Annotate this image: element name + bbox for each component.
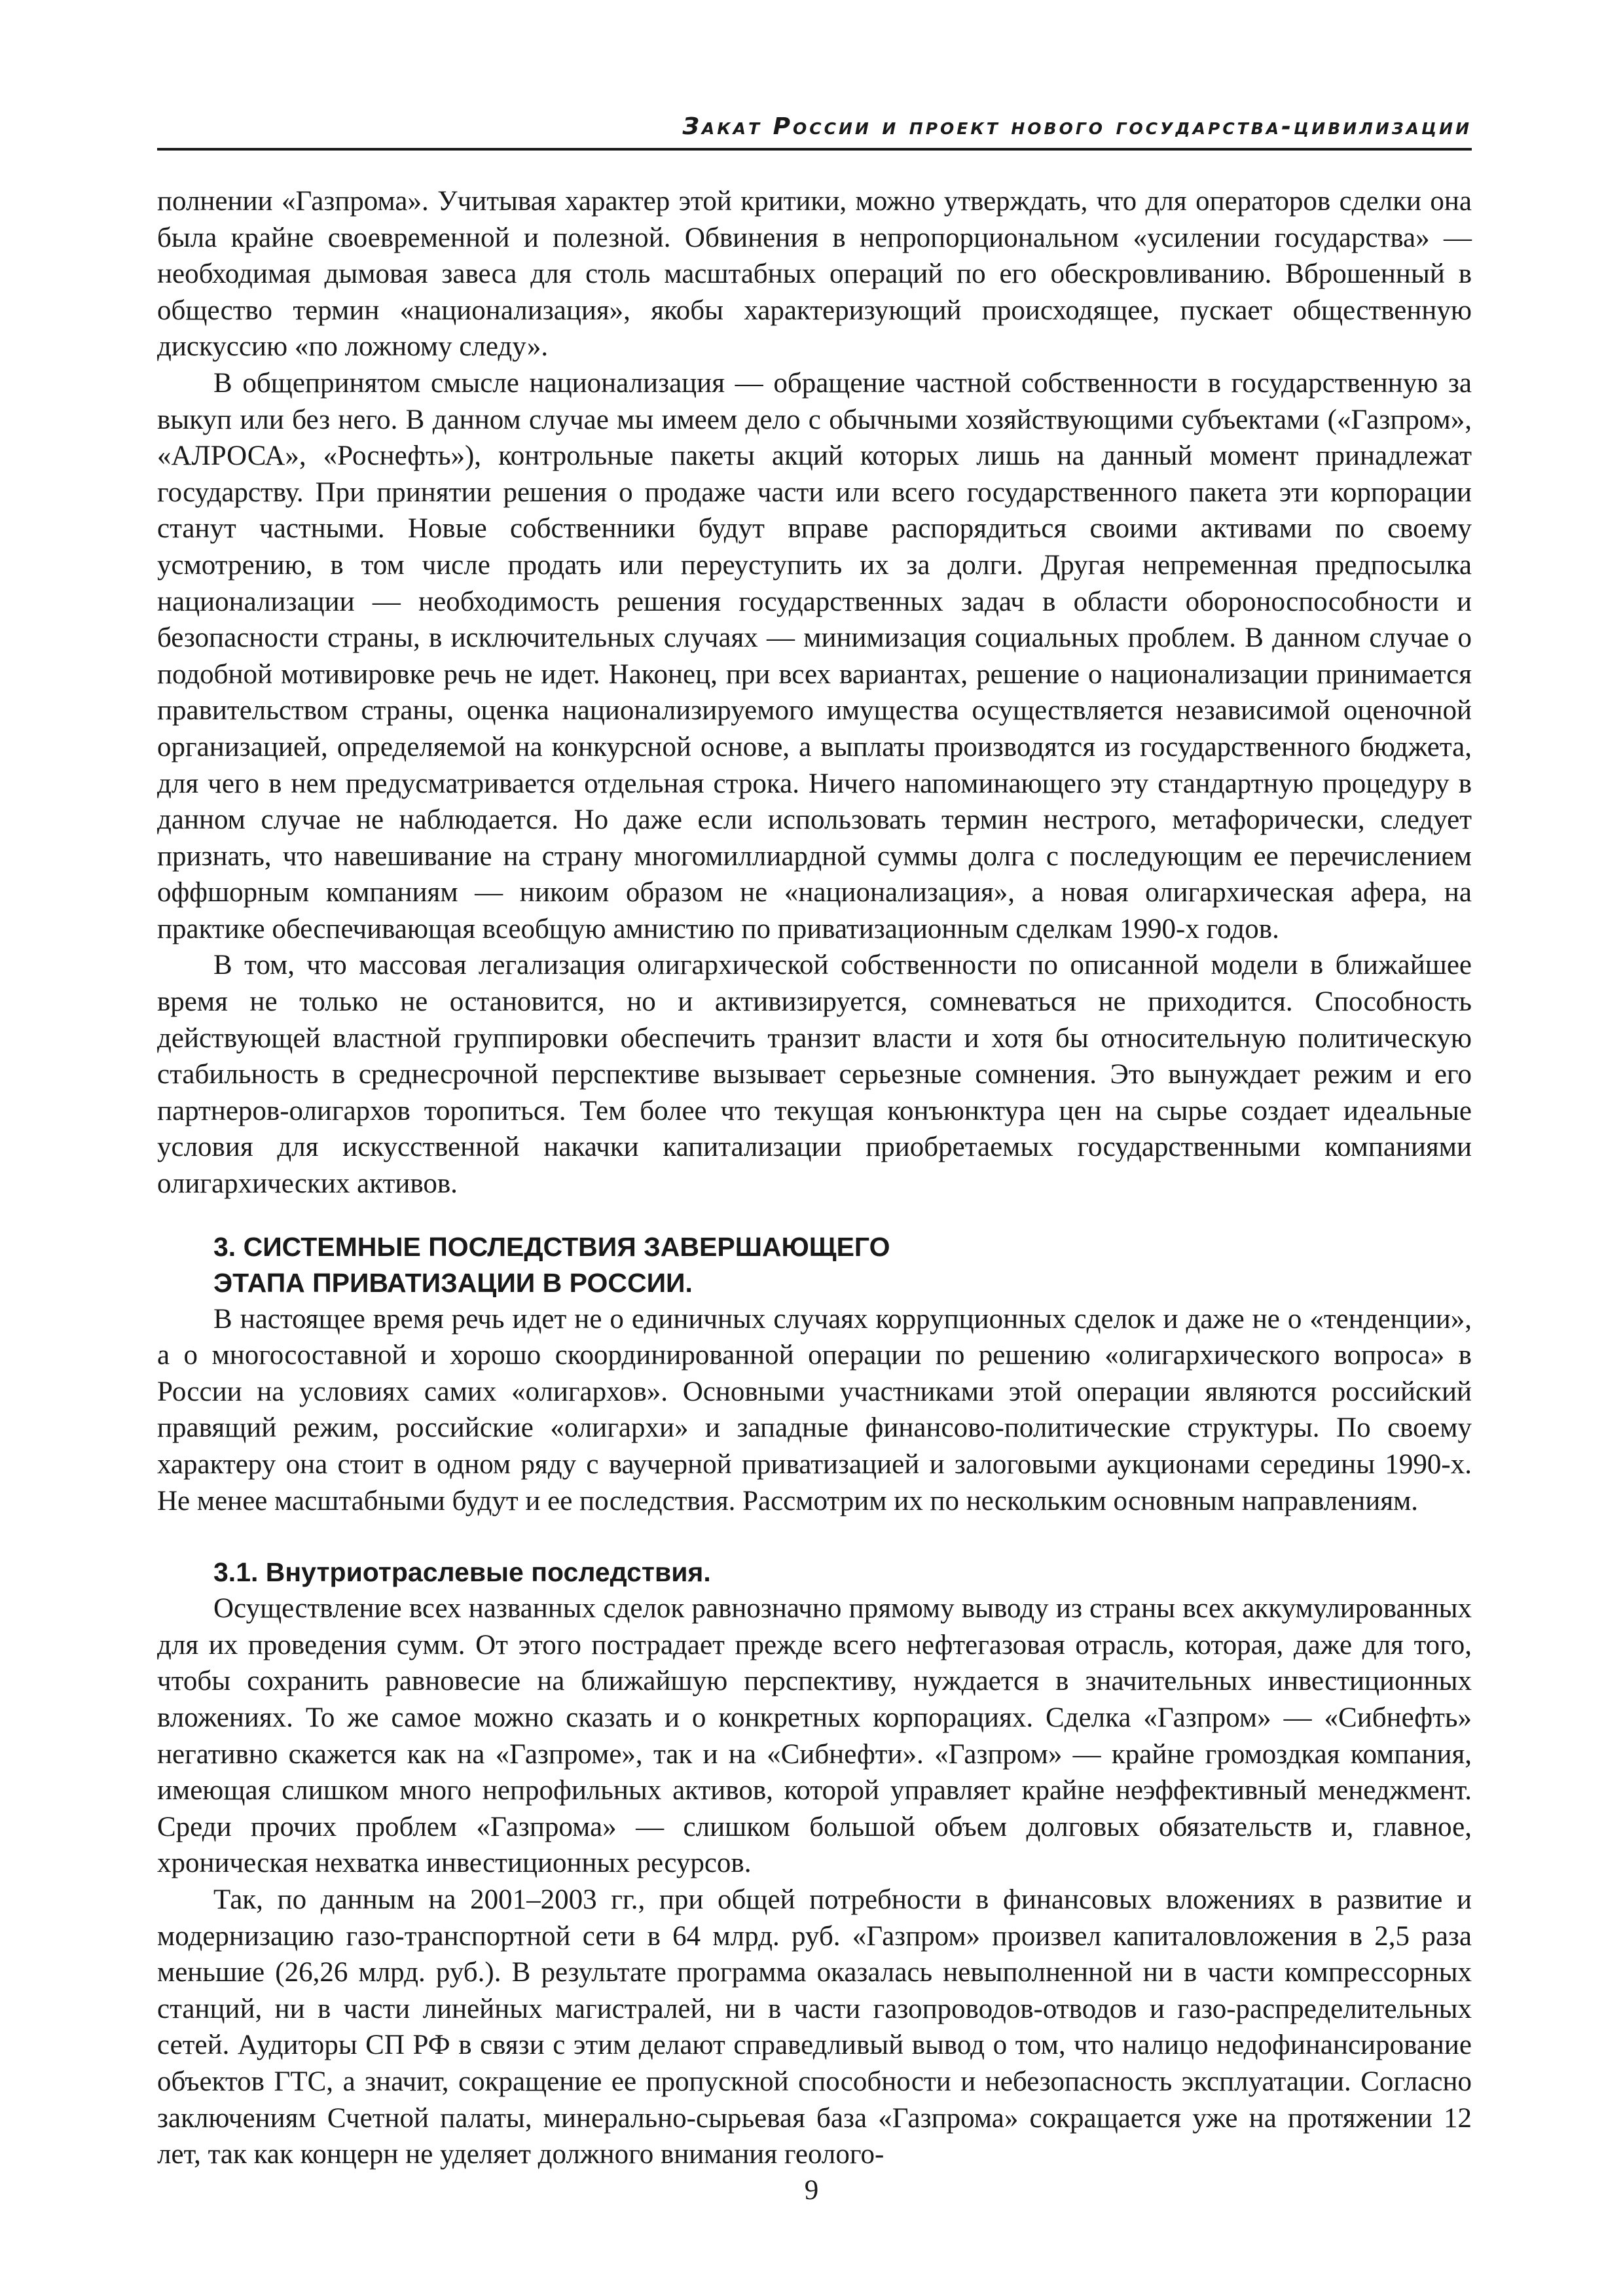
paragraph: Так, по данным на 2001–2003 гг., при общей потребности в финансовых вложениях в развитие и модернизацию газо-транспортной сети в 64 млрд. руб. «Газпром» произвел капиталовложения в 2,5 раза меньшие (26,26 млрд. руб.). В результате программа оказалась невыполненной ни в части компрессорных станций, ни в части линейных магистралей, ни в части газопроводов-отводов и газо-распределительных сетей. Аудиторы СП РФ в связи с этим делают справедливый вывод о том, что налицо недофинансирование объектов ГТС, а значит, сокращение ее пропускной способности и небезопасность эксплуатации. Согласно заключениям Счетной палаты, минерально-сырьевая база «Газпрома» сокращается уже на протяжении 12 лет, так как концерн не уделяет должного внимания геолого- [157,1884,1472,2170]
running-header: Закат России и проект нового государства-цивилизации [682,113,1472,140]
paragraph: В общепринятом смысле национализация — обращение частной собственности в государственную за выкуп или без него. В данном случае мы имеем дело с обычными хозяйствующими субъектами («Газпром», «АЛРОСА», «Роснефть»), контрольные пакеты акций которых лишь на данный момент принадлежат государству. При принятии решения о продаже части или всего государственного пакета эти корпорации станут частными. Новые собственники будут вправе распорядиться своими активами по своему усмотрению, в том числе продать или переуступить их за долги. Другая непременная предпосылка национализации — необходимость решения государственных задач в области обороноспособности и безопасности страны, в исключительных случаях — минимизация социальных проблем. В данном случае о подобной мотивировке речь не идет. Наконец, при всех вариантах, решение о национализации принимается правительством страны, оценка национализируемого имущества осуществляется независимой оценочной организацией, определяемой на конкурсной основе, а выплаты производятся из государственного бюджета, для чего в нем предусматривается отдельная строка. Ничего напоминающего эту стандартную процедуру в данном случае не наблюдается. Но даже если использовать термин нестрого, метафорически, следует признать, что навешивание на страну многомиллиардной суммы долга с последующим ее перечислением оффшорным компаниям — никоим образом не «национализация», а новая олигархическая афера, на практике обеспечивающая всеобщую амнистию по приватизационным сделкам 1990-х годов. [157,367,1472,944]
body-text [157,183,1472,2173]
subsection-heading: 3.1. Внутриотраслевые последствия. [213,1557,711,1588]
paragraph: Осуществление всех названных сделок равнозначно прямому выводу из страны всех аккумулированных для их проведения сумм. От этого пострадает прежде всего нефтегазовая отрасль, которая, даже для того, чтобы сохранить равновесие на ближайшую перспективу, нуждается в значительных инвестиционных вложениях. То же самое можно сказать и о конкретных корпорациях. Сделка «Газпром» — «Сибнефть» негативно скажется как на «Газпроме», так и на «Сибнефти». «Газпром» — крайне громоздкая компания, имеющая слишком много непрофильных активов, которой управляет крайне неэффективный менеджмент. Среди прочих проблем «Газпрома» — слишком большой объем долговых обязательств и, главное, хроническая нехватка инвестиционных ресурсов. [157,1593,1472,1879]
page-number: 9 [804,2175,819,2206]
section-heading-line: 3. СИСТЕМНЫЕ ПОСЛЕДСТВИЯ ЗАВЕРШАЮЩЕГО [213,1231,890,1262]
paragraph: В настоящее время речь идет не о единичных случаях коррупционных сделок и даже не о «тенденции», а о многосоставной и хорошо скоординированной операции по решению «олигархического вопроса» в России на условиях самих «олигархов». Основными участниками этой операции являются российский правящий режим, российские «олигархи» и западные финансово-политические структуры. По своему характеру она стоит в одном ряду с ваучерной приватизацией и залоговыми аукционами середины 1990-х. Не менее масштабными будут и ее последствия. Рассмотрим их по нескольким основным направлениям. [157,1303,1472,1516]
section-heading-line: ЭТАПА ПРИВАТИЗАЦИИ В РОССИИ. [213,1267,693,1298]
section-heading [213,1229,1472,1301]
paragraph: В том, что массовая легализация олигархической собственности по описанной модели в ближайшее время не только не остановится, но и активизируется, сомневаться не приходится. Способность действующей властной группировки обеспечить транзит власти и хотя бы относительную политическую стабильность в среднесрочной перспективе вызывает серьезные сомнения. Это вынуждает режим и его партнеров-олигархов торопиться. Тем более что текущая конъюнктура цен на сырье создает идеальные условия для искусственной накачки капитализации приобретаемых государственными компаниями олигархических активов. [157,950,1472,1200]
header-rule [157,148,1472,151]
paragraph: полнении «Газпрома». Учитывая характер этой критики, можно утверждать, что для операторов сделки она была крайне своевременной и полезной. Обвинения в непропорциональном «усилении государства» — необходимая дымовая завеса для столь масштабных операций по его обескровливанию. Вброшенный в общество термин «национализация», якобы характеризующий происходящее, пускает общественную дискуссию «по ложному следу». [157,186,1472,363]
